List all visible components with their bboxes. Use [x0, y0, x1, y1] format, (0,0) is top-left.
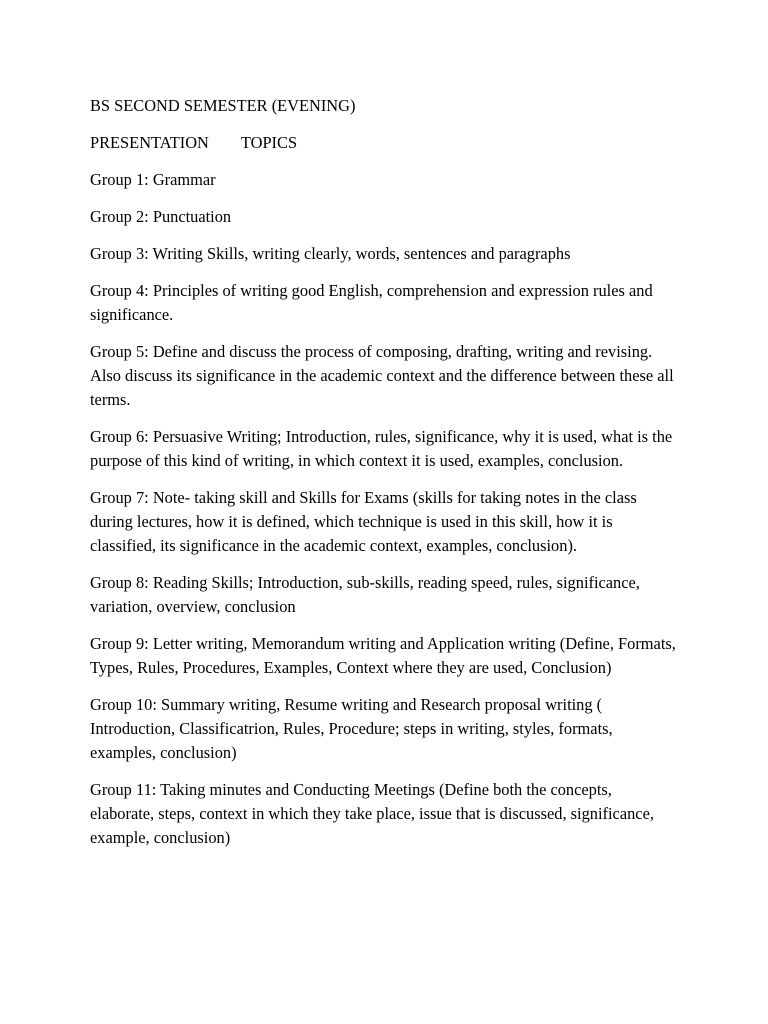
heading-presentation: PRESENTATION [90, 133, 209, 152]
group-7-topic: Group 7: Note- taking skill and Skills for Exams (skills for taking notes in the class during lectures, how it is defined, which technique is used in this skill, how it is classified, its significance in the academic context, examples, conclusion). [90, 488, 637, 555]
group-2-topic: Group 2: Punctuation [90, 207, 232, 226]
group-1-topic: Group 1: Grammar [90, 170, 216, 189]
group-6-topic: Group 6: Persuasive Writing; Introduction, rules, significance, why it is used, what is the purpose of this kind of writing, in which context it is used, examples, conclusion. [90, 427, 673, 470]
group-5-topic: Group 5: Define and discuss the process of composing, drafting, writing and revising. Also discuss its significance in the academic context and the difference between these all terms. [90, 342, 674, 409]
section-heading [90, 131, 680, 155]
document-title: BS SECOND SEMESTER (EVENING) [90, 96, 356, 115]
document-body [90, 94, 680, 863]
group-8-topic: Group 8: Reading Skills; Introduction, sub-skills, reading speed, rules, significance, variation, overview, conclusion [90, 573, 640, 616]
group-11-topic: Group 11: Taking minutes and Conducting Meetings (Define both the concepts, elaborate, steps, context in which they take place, issue that is discussed, significance, example, conclusion) [90, 780, 654, 847]
group-9-topic: Group 9: Letter writing, Memorandum writing and Application writing (Define, Formats, Types, Rules, Procedures, Examples, Context where they are used, Conclusion) [90, 634, 676, 677]
group-3-topic: Group 3: Writing Skills, writing clearly, words, sentences and paragraphs [90, 244, 571, 263]
heading-topics: TOPICS [240, 133, 298, 152]
group-10-topic: Group 10: Summary writing, Resume writing and Research proposal writing ( Introduction, Classificatrion, Rules, Procedure; steps in writing, styles, formats, examples, conclusion) [90, 695, 613, 762]
group-4-topic: Group 4: Principles of writing good English, comprehension and expression rules and significance. [90, 281, 653, 324]
